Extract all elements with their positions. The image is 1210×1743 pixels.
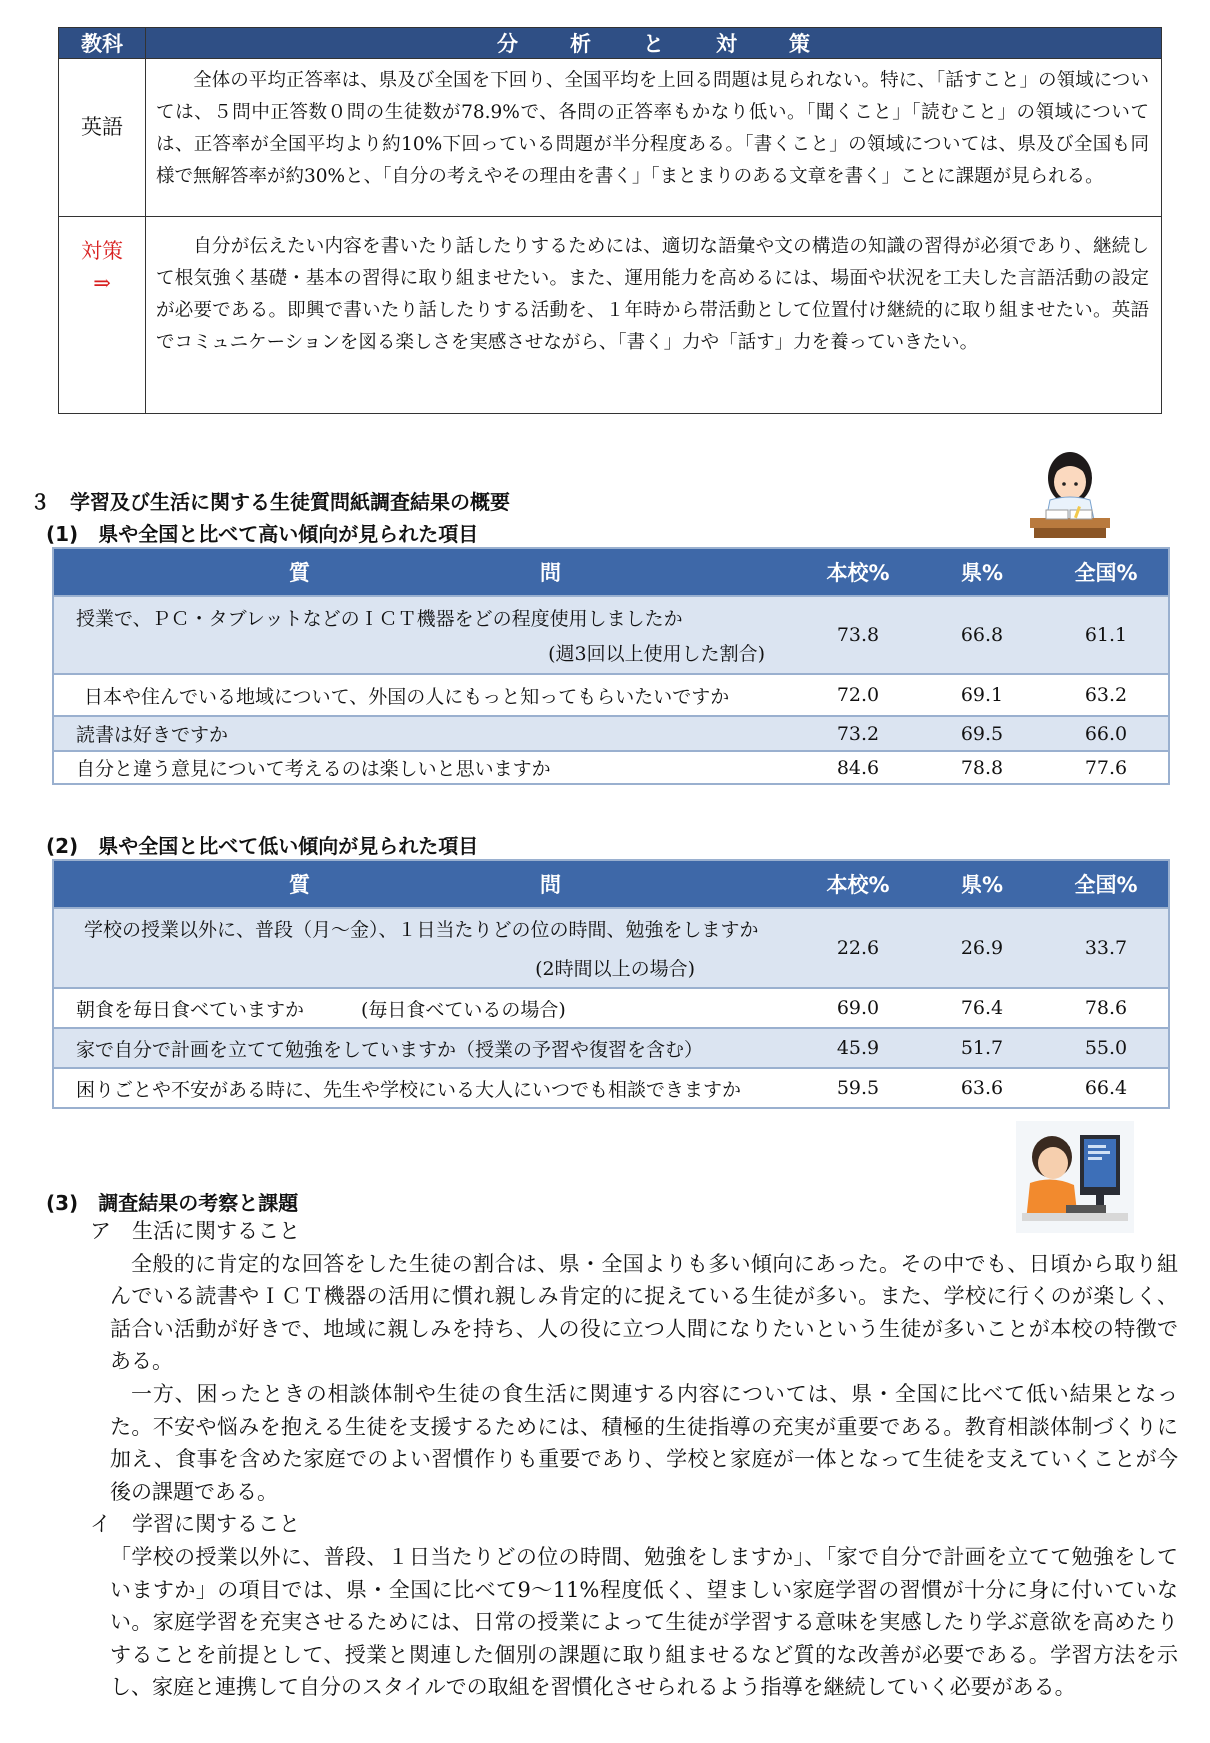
subsection2-title: (2) 県や全国と比べて低い傾向が見られた項目 (46, 834, 479, 858)
table-row (53, 988, 1169, 1028)
col-question: 質問 (53, 860, 796, 908)
subject-cell (59, 59, 146, 217)
value-school: 45.9 (796, 1028, 920, 1068)
high-items-table (52, 547, 1170, 785)
value-school: 22.6 (796, 908, 920, 988)
value-nation: 78.6 (1044, 988, 1169, 1028)
measure-label: 対策 (81, 239, 123, 263)
question-text: 日本や住んでいる地域について、外国の人にもっと知ってもらいたいですか (53, 674, 796, 716)
col-school: 本校% (796, 860, 920, 908)
value-school: 69.0 (796, 988, 920, 1028)
subject-label: 英語 (81, 114, 123, 139)
value-pref: 51.7 (920, 1028, 1044, 1068)
col-pref: 県% (920, 548, 1044, 596)
col-pref: 県% (920, 860, 1044, 908)
value-pref: 78.8 (920, 751, 1044, 784)
analysis-text: 全体の平均正答率は、県及び全国を下回り、全国平均を上回る問題は見られない。特に、「話すこと」の領域については、５問中正答数０問の生徒数が78.9%で、各問の正答率もかなり低い。「聞くこと」「読むこと」の領域については、正答率が全国平均より約10%下回っている問題が半分程度ある。「書くこと」の領域については、県及び全国も同様で無解答率が約30%と、「自分の考えやその理由を書く」「まとまりのある文章を書く」ことに課題が見られる。 (156, 70, 1149, 187)
section-a-title: ア 生活に関すること (90, 1219, 300, 1243)
question-text: 授業で、ＰＣ・タブレットなどのＩＣＴ機器をどの程度使用しましたか (76, 608, 683, 630)
value-pref: 26.9 (920, 908, 1044, 988)
header-analysis-title: 分析と対策 (497, 32, 862, 56)
question-text: 困りごとや不安がある時に、先生や学校にいる大人にいつでも相談できますか (53, 1068, 796, 1108)
table-row (53, 674, 1169, 716)
table-row (53, 1028, 1169, 1068)
value-nation: 63.2 (1044, 674, 1169, 716)
value-school: 73.8 (796, 596, 920, 674)
table-row (53, 908, 1169, 988)
table-row (53, 596, 1169, 674)
table-row (53, 1068, 1169, 1108)
analysis-cell (146, 59, 1162, 217)
table-row (53, 751, 1169, 784)
arrow-icon: ⇒ (93, 271, 111, 295)
section-b-title: イ 学習に関すること (90, 1512, 300, 1537)
analysis-table (58, 27, 1162, 414)
value-school: 73.2 (796, 716, 920, 751)
subsection3-title: (3) 調査結果の考察と課題 (46, 1191, 299, 1215)
section-b-paragraph1: 「学校の授業以外に、普段、１日当たりどの位の時間、勉強をしますか」、「家で自分で計画を立てて勉強をしていますか」の項目では、県・全国に比べて9～11%程度低く、望ましい家庭学習の習慣が十分に身に付いていない。家庭学習を充実させるためには、日常の授業によって生徒が学習する意味を実感したり学ぶ意欲を高めたりすることを前提として、授業と関連した個別の課題に取り組ませるなど質的な改善が必要である。学習方法を示し、家庭と連携して自分のスタイルでの取組を習慣化させられるよう指導を継続していく必要がある。 (110, 1544, 1178, 1700)
value-nation: 55.0 (1044, 1028, 1169, 1068)
question-text: 学校の授業以外に、普段（月～金）、１日当たりどの位の時間、勉強をしますか (84, 919, 759, 941)
value-nation: 66.4 (1044, 1068, 1169, 1108)
section-a-paragraph2: 一方、困ったときの相談体制や生徒の食生活に関連する内容については、県・全国に比べて低い結果となった。不安や悩みを抱える生徒を支援するためには、積極的生徒指導の充実が重要である。教育相談体制づくりに加え、食事を含めた家庭でのよい習慣作りも重要であり、学校と家庭が一体となって生徒を支えていくことが今後の課題である。 (110, 1381, 1178, 1504)
value-nation: 77.6 (1044, 751, 1169, 784)
measure-text-cell (146, 217, 1162, 414)
value-pref: 76.4 (920, 988, 1044, 1028)
col-question: 質問 (53, 548, 796, 596)
question-text: 自分と違う意見について考えるのは楽しいと思いますか (53, 751, 796, 784)
value-pref: 66.8 (920, 596, 1044, 674)
consideration (88, 1215, 1178, 1704)
col-nation: 全国% (1044, 860, 1169, 908)
question-sub: (週3回以上使用した割合) (548, 643, 765, 665)
col-nation: 全国% (1044, 548, 1169, 596)
value-school: 59.5 (796, 1068, 920, 1108)
low-items-table (52, 859, 1170, 1109)
section3-title: ３ 学習及び生活に関する生徒質問紙調査結果の概要 (30, 490, 510, 514)
value-school: 84.6 (796, 751, 920, 784)
measure-cell (59, 217, 146, 414)
table-row (53, 716, 1169, 751)
value-nation: 66.0 (1044, 716, 1169, 751)
value-pref: 69.1 (920, 674, 1044, 716)
header-analysis (146, 28, 1162, 59)
value-nation: 61.1 (1044, 596, 1169, 674)
question-sub: (2時間以上の場合) (535, 958, 695, 980)
value-nation: 33.7 (1044, 908, 1169, 988)
header-subject: 教科 (59, 28, 146, 59)
value-pref: 69.5 (920, 716, 1044, 751)
question-text: 朝食を毎日食べていますか (毎日食べているの場合) (53, 988, 796, 1028)
subsection1-title: (1) 県や全国と比べて高い傾向が見られた項目 (46, 522, 479, 546)
student-studying-icon (1024, 440, 1116, 540)
col-school: 本校% (796, 548, 920, 596)
question-text: 読書は好きですか (53, 716, 796, 751)
measure-text: 自分が伝えたい内容を書いたり話したりするためには、適切な語彙や文の構造の知識の習得が必須であり、継続して根気強く基礎・基本の習得に取り組ませたい。また、運用能力を高めるには、場面や状況を工夫した言語活動の設定が必要である。即興で書いたり話したりする活動を、１年時から帯活動として位置付け継続的に取り組ませたい。英語でコミュニケーションを図る楽しさを実感させながら、「書く」力や「話す」力を養っていきたい。 (156, 236, 1149, 353)
section-a-paragraph1: 全般的に肯定的な回答をした生徒の割合は、県・全国よりも多い傾向にあった。その中でも、日頃から取り組んでいる読書やＩＣＴ機器の活用に慣れ親しみ肯定的に捉えている生徒が多い。また、学校に行くのが楽しく、話合い活動が好きで、地域に親しみを持ち、人の役に立つ人間になりたいという生徒が多いことが本校の特徴である。 (110, 1251, 1178, 1374)
value-pref: 63.6 (920, 1068, 1044, 1108)
value-school: 72.0 (796, 674, 920, 716)
question-text: 家で自分で計画を立てて勉強をしていますか（授業の予習や復習を含む） (53, 1028, 796, 1068)
